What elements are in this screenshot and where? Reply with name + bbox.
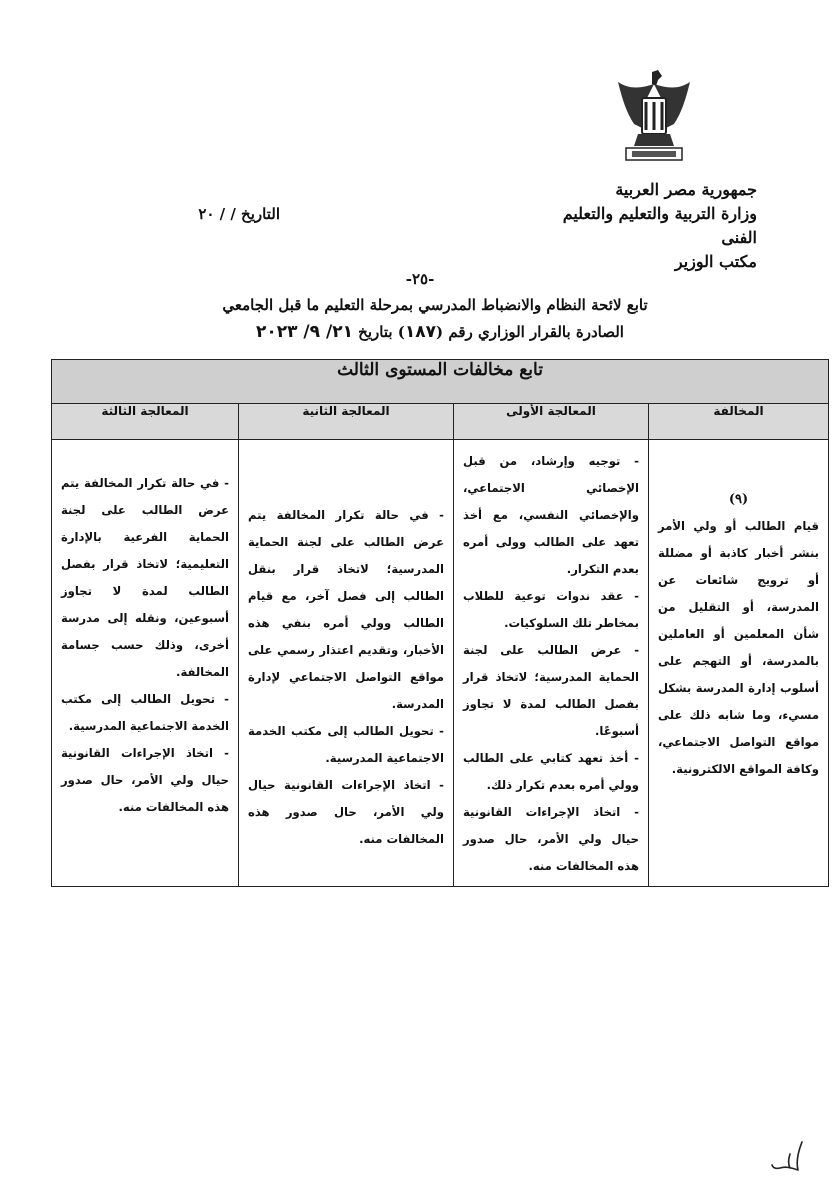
violation-text: قيام الطالب أو ولي الأمر بنشر أخبار كاذبة أو مضللة أو ترويج شائعات عن المدرسة، أو التقليل من شأن المعلمين أو العاملين بالمدرسة، أو التهجم على أسلوب إدارة المدرسة بشكل مسيء، وما شابه ذلك على مواقع التواصل الاجتماعي، وكافة المواقع الالكترونية. [658, 519, 819, 776]
ministry-header [527, 178, 757, 274]
treatment-1-item: - عقد ندوات توعية للطلاب بمخاطر تلك السلوكيات. [463, 589, 639, 630]
treatment-1-item: - عرض الطالب على لجنة الحماية المدرسية؛ لاتخاذ قرار بفصل الطالب لمدة لا تجاوز أسبوعًا. [463, 643, 639, 738]
treatment-2-cell [239, 440, 454, 887]
treatment-1-item: - توجيه وإرشاد، من قبل الإخصائي الاجتماعي، والإخصائي النفسي، مع أخذ تعهد على الطالب وولى أمره بعدم التكرار. [463, 454, 639, 576]
eagle-emblem-icon [612, 68, 696, 168]
column-header-treatment-1: المعالجة الأولى [454, 404, 649, 440]
treatment-3-item: - اتخاذ الإجراءات القانونية حيال ولي الأمر، حال صدور هذه المخالفات منه. [61, 746, 229, 814]
treatment-3-item: - في حالة تكرار المخالفة يتم عرض الطالب على لجنة الحماية الفرعية بالإدارة التعليمية؛ لاتخاذ قرار بفصل الطالب لمدة لا تجاوز أسبوعين، ونقله إلى مدرسة أخرى، وذلك حسب جسامة المخالفة. [61, 476, 229, 679]
ministry-name: وزارة التربية والتعليم والتعليم الفنى [562, 204, 757, 247]
decree-mid: ) بتاريخ [352, 323, 405, 341]
column-header-violation: المخالفة [649, 404, 829, 440]
column-header-treatment-3: المعالجة الثالثة [52, 404, 239, 440]
date-line: التاريخ / / ٢٠ [198, 205, 280, 223]
violations-table [51, 359, 829, 887]
page-number: -٢٥- [405, 270, 435, 288]
treatment-2-item: - تحويل الطالب إلى مكتب الخدمة الاجتماعية المدرسية. [248, 724, 444, 765]
document-title: تابع لائحة النظام والانضباط المدرسي بمرحلة التعليم ما قبل الجامعي [222, 296, 648, 314]
violation-cell [649, 440, 829, 887]
decree-date: ٢١/ ٩/ ٢٠٢٣ [256, 322, 353, 342]
decree-prefix: الصادرة بالقرار الوزاري رقم ( [436, 323, 624, 341]
country-name: جمهورية مصر العربية [615, 180, 757, 199]
decree-number: ١٨٧ [404, 322, 437, 342]
treatment-1-item: - اتخاذ الإجراءات القانونية حيال ولي الأمر، حال صدور هذه المخالفات منه. [463, 805, 639, 873]
decree-line [250, 322, 630, 342]
treatment-3-item: - تحويل الطالب إلى مكتب الخدمة الاجتماعية المدرسية. [61, 692, 229, 733]
treatment-2-item: - اتخاذ الإجراءات القانونية حيال ولي الأمر، حال صدور هذه المخالفات منه. [248, 778, 444, 846]
column-header-treatment-2: المعالجة الثانية [239, 404, 454, 440]
section-title: تابع مخالفات المستوى الثالث [52, 360, 829, 404]
treatment-3-cell [52, 440, 239, 887]
violation-number: (٩) [728, 492, 749, 507]
treatment-1-item: - أخذ تعهد كتابي على الطالب وولي أمره بعدم تكرار ذلك. [463, 751, 639, 792]
treatment-1-cell [454, 440, 649, 887]
treatment-2-item: - في حالة تكرار المخالفة يتم عرض الطالب على لجنة الحماية المدرسية؛ لاتخاذ قرار بنقل الطالب إلى فصل آخر، مع قيام الطالب وولي أمره بنفي هذه الأخبار، وتقديم اعتذار رسمي على مواقع التواصل الاجتماعي لإدارة المدرسة. [248, 508, 444, 711]
office-name: مكتب الوزير [674, 252, 757, 271]
handwritten-initials-icon [768, 1138, 808, 1174]
